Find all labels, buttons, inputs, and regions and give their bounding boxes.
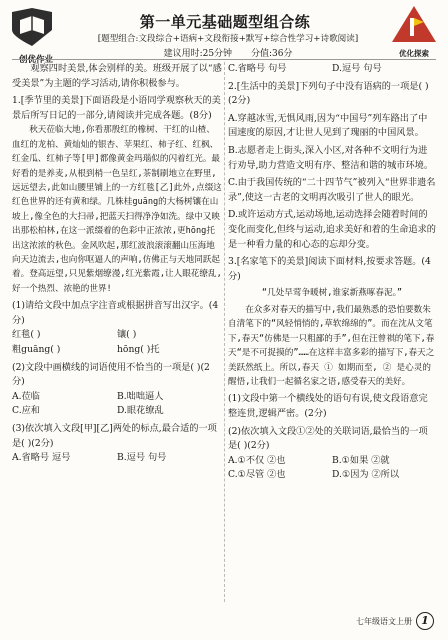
option-a[interactable]: A.穿越冰雪,无惧风雨,因为“中国号”列车路出了中国速度的原因,才让世人见到了瑰丽的中国风景。 [228,112,428,139]
option-d[interactable]: D.眼花缭乱 [117,405,164,417]
pinyin-blank[interactable]: 镶( ) [117,329,137,341]
logo-caption: 创优作业 [18,55,53,65]
page-number: 1 [416,612,434,630]
question-3-2: (2)依次填入文段①②处的关联词语,最恰当的一项是( )(2分) [228,425,428,452]
passage-autumn: 秋天莅临大地,你看那殷红的橡树、干红的山楂、血红的龙柏、黄灿灿的银杏、苹果红、柿子红、红枫、红金瓜、红柿子等[甲]都像黄金玛瑙似的闪着红光。最好看的是养麦,从根到梢一色呈红,茶制刷地立在野里,远远望去,此如山腰里铺上的一方红毯[乙]此外,点缀这红色世界的还有黄和绿。几株桂guāng的大杨树镶在山坡上,像全色的大扫帚,把蓝天扫得净净如洗。绿中又映出那松柏林,在这一派缀着的色彩中正浓浓,更hōng托出这浓浓的秋色。金风吹起,那红波浪滚滚翻山压海地向天边流去,也向你呕逼人的声响,仿佛正与天地同跃起着。登高远望,只见紫烟缭漫,红光紫霞,让人眼花缭乱,好一个热烈、浓艳的世界! [12,125,222,294]
question-2: 2.[生活中的美景]下列句子中没有语病的一项是( )(2分) [228,80,429,107]
passage-spring: 在众多对春天的描写中,我们最熟悉的恐怕要数朱自清笔下的“风轻悄悄的,草软绵绵的”。而在沈从文笔下,春天“仿佛是一只粗鄙的手”,但在汪曾祺的笔下,春天“是不可捉摸的”……在这样丰富多彩的描写下,春天之美跃然纸上。所以,春天 ① 如期而至, ② 是心灵的醒悟,让我们一起循名家之语,感受春天的美好。 [228,304,435,387]
question-1-2: (2)文段中画横线的词语使用不恰当的一项是( )(2分) [12,361,210,388]
option-b[interactable]: B.①如果 ②就 [332,454,390,466]
book-name: 七年级语文上册 [356,616,412,626]
option-a[interactable]: A.省略号 逗号 [12,452,71,464]
question-3: 3.[名家笔下的美景]阅读下面材料,按要求答题。(4分) [228,256,431,282]
page-title: 第一单元基础题型组合练 [139,13,311,31]
total-score: 分值:36分 [250,49,293,59]
logo-caption: 优化探索 [399,49,429,58]
options-row [12,451,222,466]
option-b[interactable]: B.志愿者走上街头,深入小区,对各种不文明行为进行劝导,助力营造文明有序、整洁和谐的城市环境。 [228,144,434,171]
question-type-summary: [题型组合:文段综合+语病+文段衔接+默写+综合性学习+诗歌阅读] [97,34,359,44]
options-row [12,390,222,405]
option-c[interactable]: C.①尽管 ②也 [228,469,286,481]
publisher-logo-right [388,4,440,59]
left-column [12,62,222,466]
option-b[interactable]: B.咄咄逼人 [117,390,164,402]
time-score-meta [68,46,388,59]
option-c[interactable]: C.应和 [12,405,40,417]
option-b[interactable]: B.逗号 句号 [117,452,167,464]
pinyin-blank[interactable]: 粗guāng( ) [12,344,61,356]
header-rule [12,59,436,60]
pinyin-blank[interactable]: hōng( )托 [117,344,160,356]
pinyin-blank[interactable]: 红毯( ) [12,329,41,341]
publisher-logo-left [10,8,62,65]
intro-text: 观察四时美景,体会别样的美。班级开展了以“感受美景”为主题的学习活动,请你积极参与。 [12,63,222,89]
page-footer [356,612,434,630]
option-c[interactable]: C.由于我国传统的“二十四节气”被列入“世界非遗名录”,使这一古老的文明再次吸引了世人的眼光。 [228,177,436,203]
option-d[interactable]: D.或许运动方式,运动场地,运动选择会随着时间的变化而变化,但终与运动,追求美好和着的生命追求的是一种看力量的和心态的忘却分变。 [228,209,436,250]
flag-triangle-icon [388,4,440,44]
options-row [228,454,436,469]
options-row [228,62,436,77]
option-d[interactable]: D.①因为 ②所以 [332,469,400,481]
question-1-3: (3)依次填入文段[甲][乙]两处的标点,最合适的一项是( )(2分) [12,423,217,449]
option-d[interactable]: D.逗号 句号 [332,63,382,74]
options-row [12,404,222,419]
question-1: 1.[季节里的美景]下面语段是小语同学观察秋天的美景后所写日记的一部分,请阅读并完成各题。(8分) [12,95,221,121]
right-column [228,62,436,483]
options-row [228,468,436,483]
question-3-1: (1)文段中第一个横线处的语句有误,使文段语意完整连贯,逻辑严密。(2分) [228,393,428,419]
suggested-time: 建议用时:25分钟 [163,49,233,59]
pinyin-row-2 [12,343,222,358]
option-a[interactable]: A.①不仅 ②也 [228,454,286,466]
option-a[interactable]: A.莅临 [12,390,40,402]
poem-quote: “几处早莺争暖树,谁家新燕啄春泥。” [261,288,403,299]
pinyin-row-1 [12,328,222,343]
question-1-1: (1)请给文段中加点字注音或根据拼音写出汉字。(4分) [12,300,219,326]
column-divider [224,62,225,602]
book-shield-icon [10,8,54,46]
option-c[interactable]: C.省略号 句号 [228,63,287,74]
